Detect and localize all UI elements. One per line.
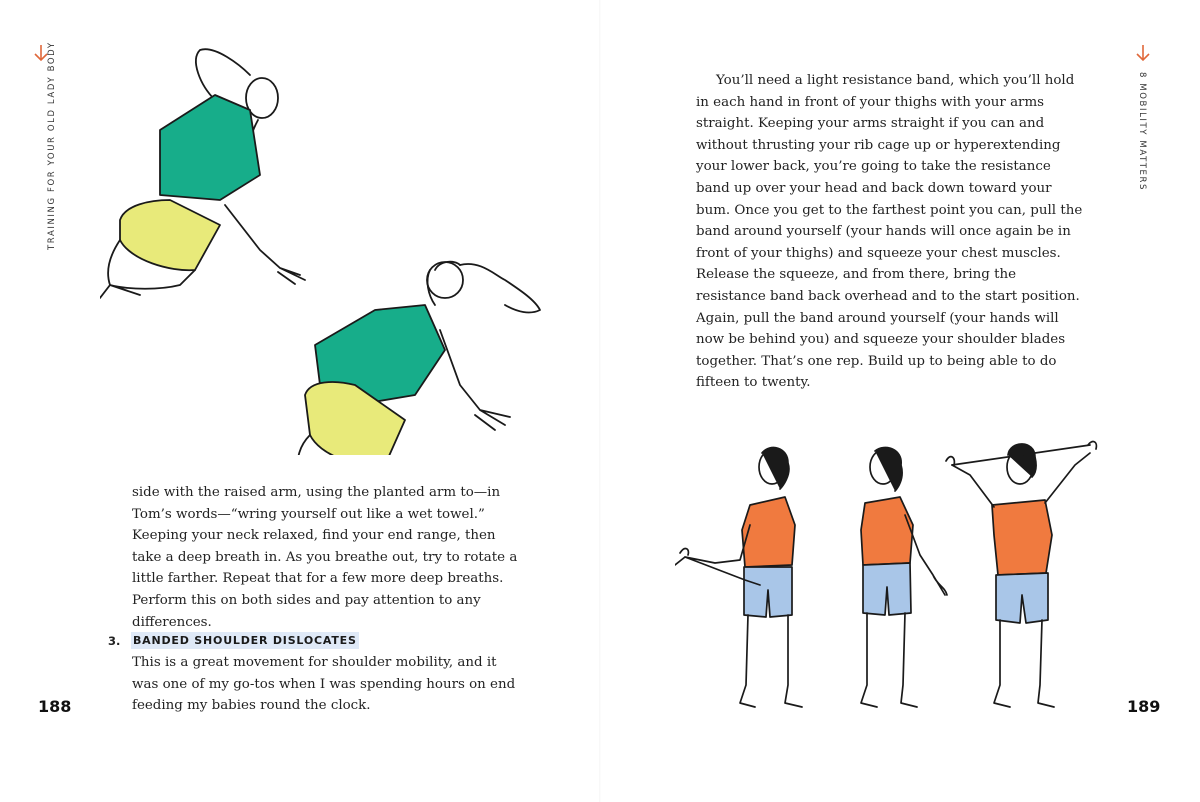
page-number: 189	[1127, 697, 1161, 716]
down-arrow-icon	[1135, 44, 1151, 62]
running-head: TRAINING FOR YOUR OLD LADY BODY	[47, 41, 57, 250]
right-page	[600, 0, 1200, 802]
page-number: 188	[38, 697, 72, 716]
step-title: BANDED SHOULDER DISLOCATES	[133, 634, 357, 647]
banded-shoulder-dislocates-illustration	[675, 395, 1125, 715]
body-paragraph: You’ll need a light resistance band, which you’ll hold in each hand in front of your thighs with your arms straight. Keeping your arms straight if you can and without thrusting your rib cage up or hyperextending your lower back, you’re going to take the resistance band up over your head and back down toward your bum. Once you get to the farthest point you can, pull the band around yourself (your hands will once again be in front of your thighs) and squeeze your chest muscles. Release the squeeze, and from there, bring the resistance band back overhead and to the start position. Again, pull the band around yourself (your hands will now be behind you) and squeeze your shoulder blades together. That’s one rep. Build up to being able to do fifteen to twenty.	[696, 73, 1083, 391]
kneeling-stretch-illustration	[100, 40, 550, 455]
body-paragraph: side with the raised arm, using the planted arm to—in Tom’s words—“wring yourself out like a wet towel.” Keeping your neck relaxed, find your end range, then take a deep breath in. As you breathe out, try to rotate a little farther. Repeat that for a few more deep breaths. Perform this on both sides and pay attention to any differences.	[132, 485, 518, 630]
running-head: 8 MOBILITY MATTERS	[1137, 72, 1147, 191]
step-number: 3.	[108, 634, 121, 648]
step-body: This is a great movement for shoulder mobility, and it was one of my go-tos when I was spending hours on end feeding my babies round the clock.	[132, 655, 516, 714]
